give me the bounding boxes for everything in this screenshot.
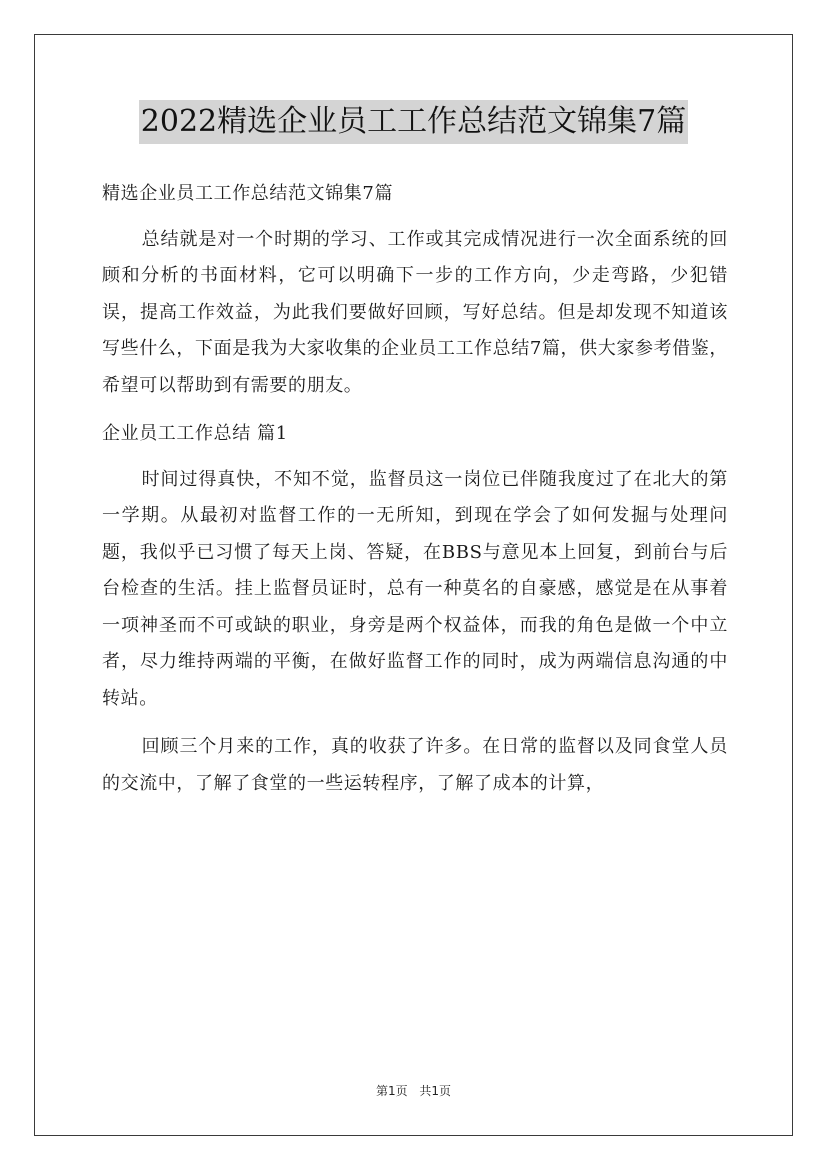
page-total: 共1页 — [419, 1084, 452, 1098]
document-title: 2022精选企业员工工作总结范文锦集7篇 — [139, 100, 688, 144]
body-paragraph: 时间过得真快，不知不觉，监督员这一岗位已伴随我度过了在北大的第一学期。从最初对监督工作的一无所知，到现在学会了如何发掘与处理问题，我似乎已习惯了每天上岗、答疑，在BBS与意见本上回复，到前台与后台检查的生活。挂上监督员证时，总有一种莫名的自豪感，感觉是在从事着一项神圣而不可或缺的职业，身旁是两个权益体，而我的角色是做一个中立者，尽力维持两端的平衡，在做好监督工作的同时，成为两端信息沟通的中转站。 — [102, 468, 728, 709]
body-paragraph: 回顾三个月来的工作，真的收获了许多。在日常的监督以及同食堂人员的交流中，了解了食堂的一些运转程序，了解了成本的计算， — [102, 736, 728, 794]
intro-paragraph: 总结就是对一个时期的学习、工作或其完成情况进行一次全面系统的回顾和分析的书面材料，它可以明确下一步的工作方向，少走弯路，少犯错误，提高工作效益，为此我们要做好回顾，写好总结。但是却发现不知道该写些什么，下面是我为大家收集的企业员工工作总结7篇，供大家参考借鉴，希望可以帮助到有需要的朋友。 — [102, 228, 728, 396]
section-heading: 企业员工工作总结 篇1 — [102, 423, 288, 444]
document-body — [102, 176, 728, 814]
document-subtitle: 精选企业员工工作总结范文锦集7篇 — [102, 183, 394, 204]
page-number: 第1页 — [375, 1084, 408, 1098]
title-container — [0, 100, 827, 144]
page-footer — [0, 1082, 827, 1099]
